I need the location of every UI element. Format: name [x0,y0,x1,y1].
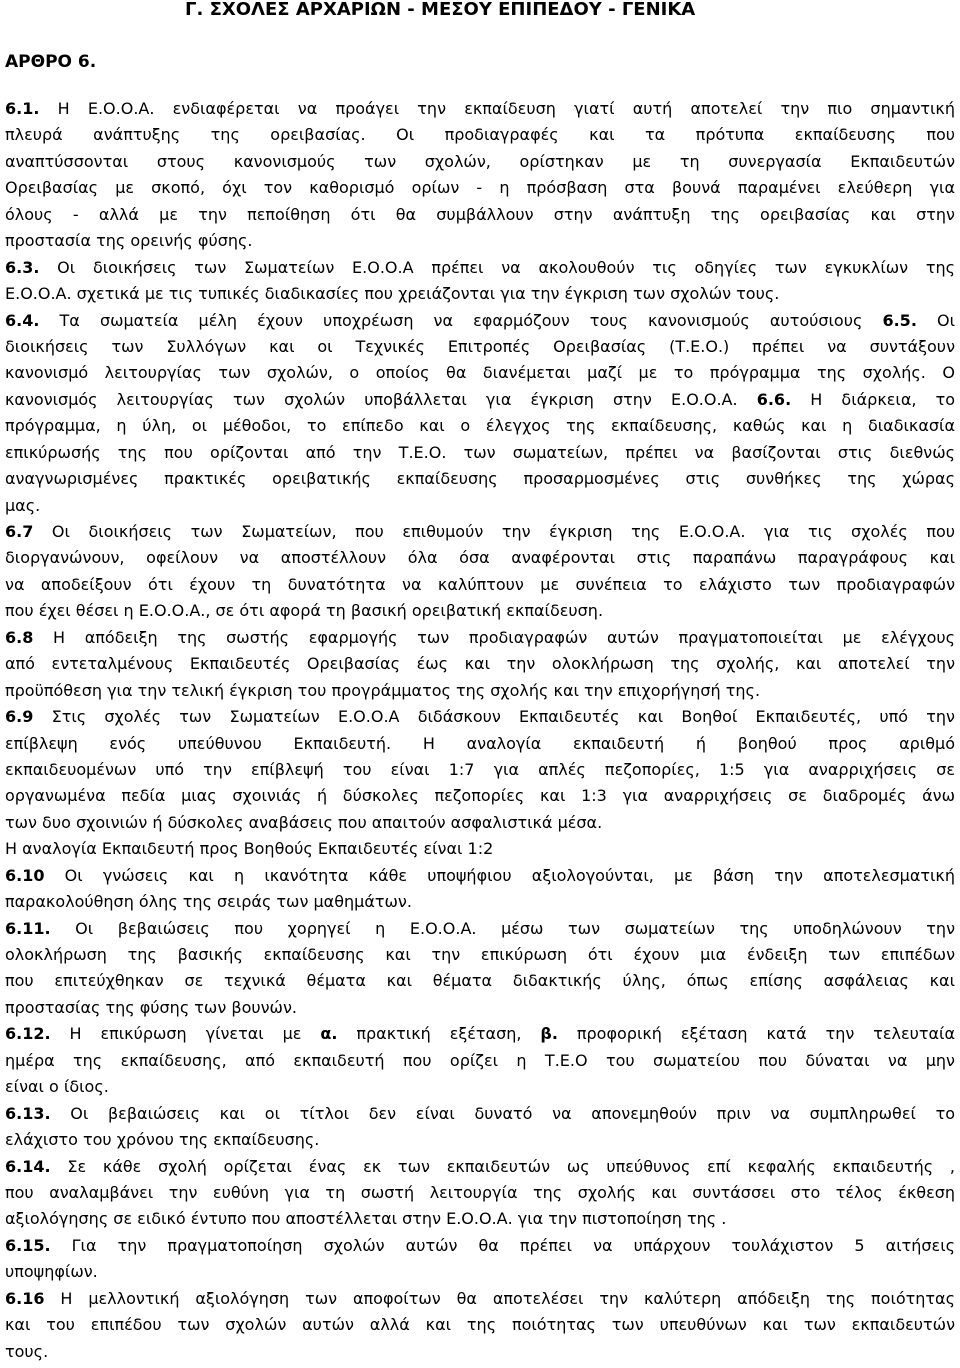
clause-number: 6.10 [5,865,45,885]
line-text: Ορειβασίας με σκοπό, όχι τον καθορισμό ορίων - η πρόσβαση στα βουνά παραμένει ελεύθερη για [5,178,955,198]
line-text: Σε κάθε σχολή ορίζεται ένας εκ των εκπαιδευτών ως υπεύθυνος επί κεφαλής εκπαιδευτής , [50,1156,955,1176]
line-text: Οι βεβαιώσεις που χορηγεί η Ε.Ο.Ο.Α. μέσω των σωματείων της υποδηλώνουν την [50,918,955,938]
paragraph [5,1021,955,1100]
text-line [5,96,955,122]
paragraph [5,255,955,308]
clause-number: 6.9 [5,707,34,727]
line-text: Η μελλοντική αξιολόγηση των αποφοίτων θα αποτελέσει την καλύτερη απόδειξη της ποιότητας [44,1288,955,1308]
text-line [5,466,955,492]
text-line [5,1021,955,1047]
list-marker: α. [320,1024,338,1044]
paragraph [5,1101,955,1154]
text-line [5,810,955,836]
text-line [5,889,955,915]
line-text: Η διάρκεια, το [791,389,955,409]
line-text: αναπτύσσονται στους κανονισμούς των σχολών, ορίστηκαν με τη συνεργασία Εκπαιδευτών [5,151,955,171]
paragraph [5,519,955,625]
text-line [5,255,955,281]
line-text: και του επιπέδου των σχολών αυτών αλλά και της ποιότητας των υπευθύνων και των εκπαιδευτών [5,1315,955,1335]
clause-number: 6.16 [5,1288,45,1308]
paragraph [5,1154,955,1233]
line-text: Η απόδειξη της σωστής εφαρμογής των προδιαγραφών αυτών πραγματοποιείται με ελέγχους [33,627,955,647]
text-line [5,1206,955,1232]
line-text: Οι διοικήσεις των Σωματείων Ε.Ο.Ο.Α πρέπει να ακολουθούν τις οδηγίες των εγκυκλίων της [39,257,955,277]
line-text: που αναλαμβάνει την ευθύνη για τη σωστή λειτουργία της σχολής και συντάσσει στο τέλος έκθεση [5,1182,955,1202]
line-text: είναι ο ίδιος. [5,1077,109,1097]
text-line [5,440,955,466]
line-text: Τα σωματεία μέλη έχουν υποχρέωση να εφαρμόζουν τους κανονισμούς αυτούσιους [39,310,883,330]
text-line [5,757,955,783]
text-line [5,625,955,651]
clause-number: 6.15. [5,1235,51,1255]
text-line [5,493,955,519]
line-text: επικύρωσής της που ορίζονται από την Τ.Ε.Ο. των σωματείων, πρέπει να βασίζονται στις διεθνώς [5,442,955,462]
text-line [5,916,955,942]
line-text: Η επικύρωση γίνεται με [50,1024,321,1044]
paragraph [5,308,955,520]
text-line [5,678,955,704]
line-text: πρόγραμμα, η ύλη, οι μέθοδοι, το επίπεδο και ο έλεγχος της εκπαίδευσης, καθώς και η διαδικασία [5,416,955,436]
clause-number: 6.11. [5,918,51,938]
paragraph [5,96,955,255]
text-line [5,175,955,201]
clause-number: 6.6. [756,389,792,409]
line-text: που επιτεύχθηκαν σε τεχνικά θέματα και θέματα διδακτικής ύλης, όπως επίσης ασφάλειας και [5,971,955,991]
line-text: αξιολόγησης σε ειδικό έντυπο που αποστέλλεται στην Ε.Ο.Ο.Α. για την πιστοποίηση της . [5,1209,727,1229]
text-line [5,836,955,862]
text-line [5,1101,955,1127]
clause-number: 6.14. [5,1156,51,1176]
clause-number: 6.4. [5,310,40,330]
text-line [5,1233,955,1259]
text-line [5,598,955,624]
line-text: πρακτική εξέταση, [337,1024,541,1044]
text-line [5,1286,955,1312]
line-text: ημέρα της εκπαίδευσης, από εκπαιδευτή που ορίζει η Τ.Ε.Ο του σωματείου που δύναται να μην [5,1050,955,1070]
line-text: προστασίας της φύσης των βουνών. [5,997,297,1017]
line-text: προστασία της ορεινής φύσης. [5,231,253,251]
text-line [5,281,955,307]
paragraph [5,1286,955,1365]
text-line [5,942,955,968]
paragraph [5,916,955,1022]
text-line [5,731,955,757]
line-text: Οι γνώσεις και η ικανότητα κάθε υποψήφιου αξιολογούνται, με βάση την αποτελεσματική [44,865,955,885]
article-body [5,96,955,1365]
clause-number: 6.5. [882,310,917,330]
line-text: παρακολούθηση όλης της σειράς των μαθημάτων. [5,892,412,912]
text-line [5,334,955,360]
text-line [5,228,955,254]
text-line [5,968,955,994]
text-line [5,1048,955,1074]
clause-number: 6.8 [5,627,34,647]
clause-number: 6.12. [5,1024,51,1044]
text-line [5,1154,955,1180]
line-text: προφορική εξέταση κατά την τελευταία [557,1024,955,1044]
text-line [5,545,955,571]
line-text: επίβλεψη ενός υπεύθυνου Εκπαιδευτή. Η αναλογία εκπαιδευτή ή βοηθού προς αριθμό [5,733,955,753]
paragraph [5,863,955,916]
text-line [5,413,955,439]
line-text: Ε.Ο.Ο.Α. σχετικά με τις τυπικές διαδικασίες που χρειάζονται για την έγκριση των σχολών τους. [5,284,780,304]
text-line [5,1312,955,1338]
line-text: πλευρά ανάπτυξης της ορειβασίας. Οι προδιαγραφές και τα πρότυπα εκπαίδευσης που [5,125,955,145]
line-text: διοργανώνουν, οφείλουν να αποστέλλουν όλα όσα αναφέρονται στις παραπάνω παραγράφους και [5,548,955,568]
article-heading: ΑΡΘΡΟ 6. [5,52,97,72]
line-text: Στις σχολές των Σωματείων Ε.Ο.Ο.Α διδάσκουν Εκπαιδευτές και Βοηθοί Εκπαιδευτές, υπό την [33,707,955,727]
line-text: Οι διοικήσεις των Σωματείων, που επιθυμούν την έγκριση της Ε.Ο.Ο.Α. για τις σχολές που [33,522,955,541]
line-text: μας. [5,495,41,515]
text-line [5,572,955,598]
list-marker: β. [540,1024,558,1044]
text-line [5,1259,955,1285]
text-line [5,995,955,1021]
line-text: όλους - αλλά με την πεποίθηση ότι θα συμβάλλουν στην ανάπτυξη της ορειβασίας και στην [5,204,955,224]
text-line [5,202,955,228]
text-line [5,704,955,730]
clause-number: 6.3. [5,257,40,277]
text-line [5,360,955,386]
line-text: ελάχιστο του χρόνου της εκπαίδευσης. [5,1130,320,1150]
text-line [5,783,955,809]
text-line [5,1180,955,1206]
text-line [5,149,955,175]
text-line [5,519,955,545]
line-text: Η Ε.Ο.Ο.Α. ενδιαφέρεται να προάγει την εκπαίδευση γιατί αυτή αποτελεί την πιο σημαντική [39,99,955,118]
line-text: κανονισμό λειτουργίας των σχολών, ο οποίος θα διανέμεται μαζί με το πρόγραμμα της σχολής. Ο [5,363,955,383]
line-text: που έχει θέσει η Ε.Ο.Ο.Α., σε ότι αφορά τη βασική ορειβατική εκπαίδευση. [5,601,604,621]
line-text: Για την πραγματοποίηση σχολών αυτών θα πρέπει να υπάρχουν τουλάχιστον 5 αιτήσεις [50,1235,955,1255]
line-text: εκπαιδευομένων υπό την επίβλεψή του είναι 1:7 για απλές πεζοπορίες, 1:5 για αναρριχήσεις σε [5,759,955,779]
line-text: από εντεταλμένους Εκπαιδευτές Ορειβασίας έως και την ολοκλήρωση της σχολής, και αποτελεί την [5,654,955,674]
text-line [5,651,955,677]
clause-number: 6.7 [5,522,34,541]
text-line [5,1339,955,1365]
line-text: προϋπόθεση για την τελική έγκριση του προγράμματος της σχολής και την επιχορήγησή της. [5,680,761,700]
clause-number: 6.13. [5,1103,51,1123]
line-text: οργανωμένα πεδία μιας σχοινιάς ή δύσκολες πεζοπορίες και 1:3 για αναρριχήσεις σε διαδρομές άνω [5,786,955,806]
clause-number: 6.1. [5,99,40,118]
text-line [5,863,955,889]
line-text: τους. [5,1341,49,1361]
text-line [5,387,955,413]
line-text: Η αναλογία Εκπαιδευτή προς Βοηθούς Εκπαιδευτές είναι 1:2 [5,839,494,859]
line-text: κανονισμός λειτουργίας των σχολών υποβάλλεται για έγκριση στην Ε.Ο.Ο.Α. [5,389,757,409]
paragraph [5,704,955,836]
paragraph [5,1233,955,1286]
line-text: διοικήσεις των Συλλόγων και οι Τεχνικές Επιτροπές Ορειβασίας (Τ.Ε.Ο.) πρέπει να συντάξουν [5,336,955,356]
text-line [5,1074,955,1100]
text-line [5,1127,955,1153]
paragraph [5,836,955,862]
section-title: Γ. ΣΧΟΛΕΣ ΑΡΧΑΡΙΩΝ - ΜΕΣΟΥ ΕΠΙΠΕΔΟΥ - ΓΕΝΙΚΑ [185,0,696,20]
line-text: των δυο σχοινιών ή δύσκολες αναβάσεις που απαιτούν ασφαλιστικά μέσα. [5,812,603,832]
line-text: αναγνωρισμένες πρακτικές ορειβατικής εκπαίδευσης προσαρμοσμένες στις συνθήκες της χώρας [5,469,955,489]
line-text: Οι [916,310,955,330]
line-text: να αποδείξουν ότι έχουν τη δυνατότητα να καλύπτουν με συνέπεια το ελάχιστο των προδιαγραφών [5,574,955,594]
line-text: ολοκλήρωση της βασικής εκπαίδευσης και την επικύρωση ότι έχουν μια ένδειξη των επιπέδων [5,945,955,964]
paragraph [5,625,955,704]
line-text: υποψηφίων. [5,1262,98,1282]
text-line [5,122,955,148]
text-line [5,308,955,334]
line-text: Οι βεβαιώσεις και οι τίτλοι δεν είναι δυνατό να απονεμηθούν πριν να συμπληρωθεί το [50,1103,955,1123]
